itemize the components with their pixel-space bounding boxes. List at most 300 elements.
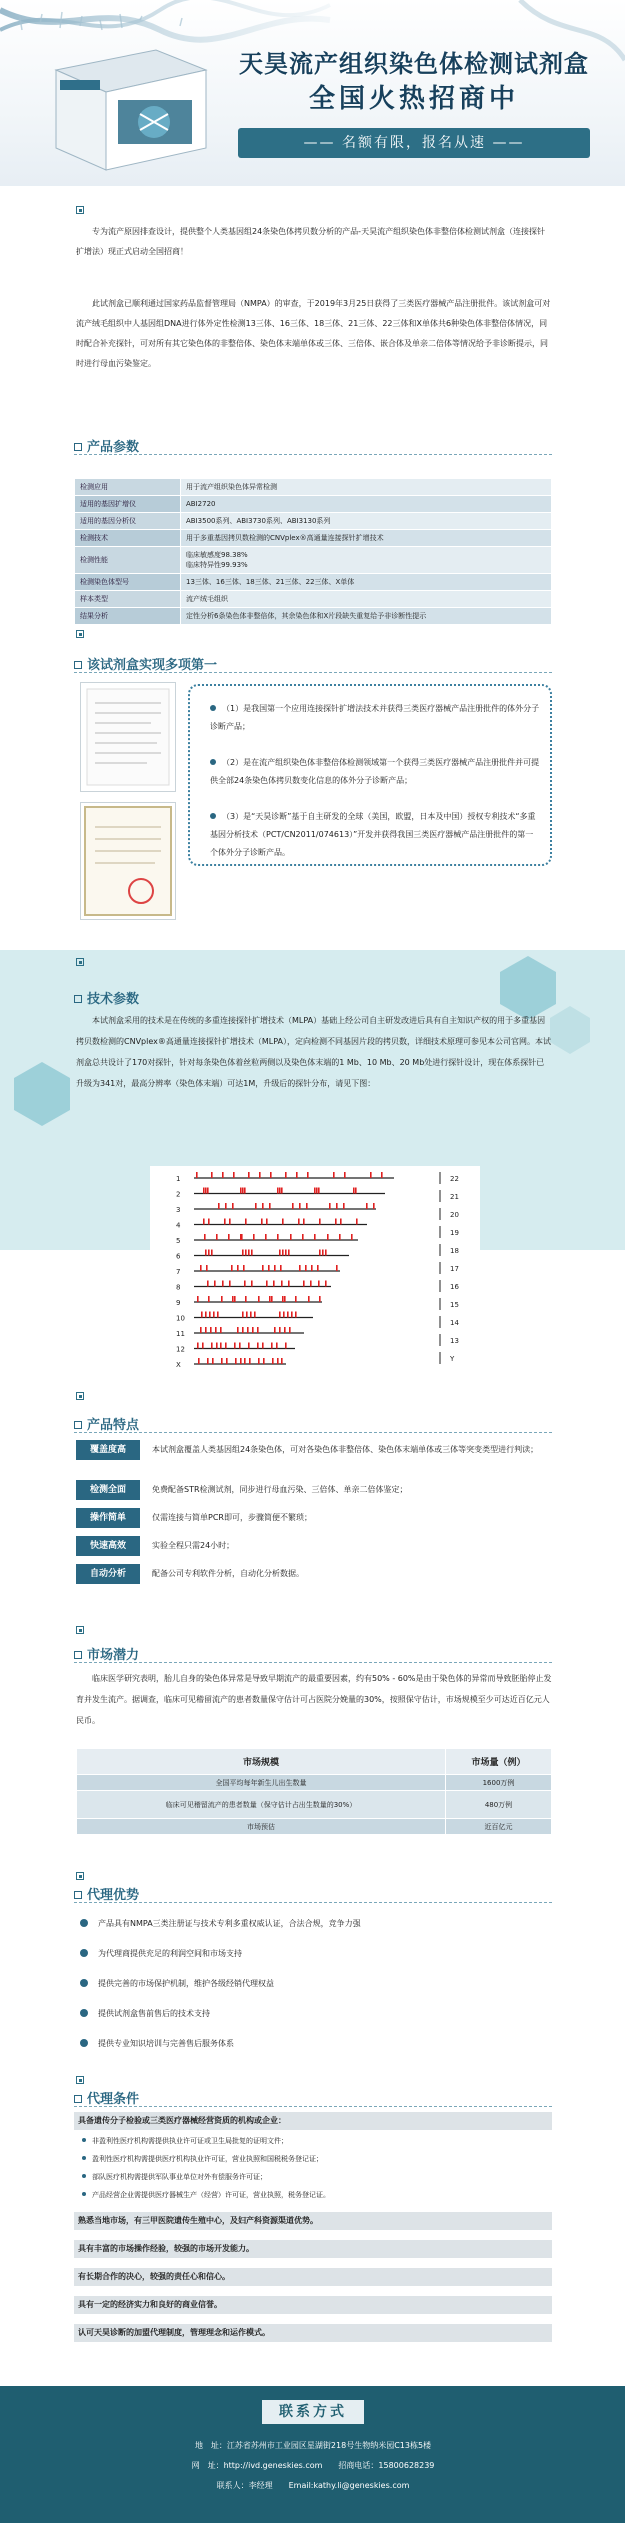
conditions-title-text: 代理条件 (87, 2092, 140, 2107)
advantage-text: 提供完善的市场保护机制，维护各级经销代理权益 (98, 1979, 274, 1988)
probe-mark (208, 1250, 210, 1256)
probe-mark (211, 1343, 213, 1349)
condition-subtext: 产品经营企业需提供医疗器械生产（经营）许可证，营业执照，税务登记证。 (92, 2191, 330, 2199)
params-row (75, 530, 552, 547)
chromosome-label-left: 2 (176, 1190, 181, 1199)
probe-mark (329, 1203, 331, 1209)
probe-mark (257, 1343, 259, 1349)
market-title (74, 1644, 139, 1663)
probe-mark (314, 1234, 316, 1240)
probe-mark (269, 1296, 271, 1302)
market-cell: 近百亿元 (446, 1819, 552, 1835)
bullet-icon (76, 1626, 84, 1634)
probe-mark (201, 1312, 203, 1318)
probe-mark (310, 1281, 312, 1287)
hero-banner (0, 0, 625, 186)
probe-mark (242, 1250, 244, 1256)
probe-mark (343, 1203, 345, 1209)
params-key: 适用的基因分析仪 (75, 513, 181, 530)
dot-icon (80, 1919, 88, 1927)
probe-mark (242, 1327, 244, 1333)
probe-mark (285, 1250, 287, 1256)
probe-mark (246, 1312, 248, 1318)
probe-mark (274, 1265, 276, 1271)
probe-mark (212, 1358, 214, 1364)
probe-mark (305, 1265, 307, 1271)
agent-title (74, 1884, 139, 1903)
probe-mark (259, 1172, 261, 1178)
feature-tag: 覆盖度高 (76, 1440, 140, 1460)
probe-mark (205, 1312, 207, 1318)
first-item-3: （3）是“天昊诊断”基于自主研发的全球（美国，欧盟，日本及中国）授权专利技术“多重基因分析技术（PCT/CN2011/074613）”开发并获得我国三类医疗器械产品注册批件的第一个体外分子诊断产品。 (210, 812, 536, 857)
feature-tag: 检测全面 (76, 1480, 140, 1500)
probe-mark (272, 1358, 274, 1364)
probe-mark (274, 1327, 276, 1333)
chromosome-label-right: 22 (450, 1175, 459, 1183)
params-value-text: 临床特异性99.93% (186, 561, 248, 569)
probe-mark (207, 1188, 209, 1194)
probe-mark (242, 1312, 244, 1318)
probe-mark (241, 1234, 243, 1240)
karyogram-icon (150, 1166, 480, 1376)
kit-box-icon (36, 30, 216, 180)
market-cell: 1600万例 (446, 1775, 552, 1791)
probe-mark (248, 1250, 250, 1256)
probe-mark (225, 1343, 227, 1349)
probe-mark (233, 1172, 235, 1178)
probe-mark (203, 1219, 205, 1225)
market-header-count: 市场量（例） (446, 1749, 552, 1775)
intro-paragraph-2: 此试剂盒已顺利通过国家药品监督管理局（NMPA）的审查，于2019年3月25日获得了三类医疗器械产品注册批件。该试剂盒可对流产绒毛组织中人基因组DNA进行体外定性检测13三体、16三体、18三体、21三体、22三体和X单体共6种染色体非整倍体情况，同时配合补充探针，可对所有其它染色体的非整倍体、染色体末端单体或三体、三倍体、嵌合体及单亲二倍体等情况给予非诊断提示，同时进行母血污染鉴定。 (76, 299, 551, 368)
certificate-icon (81, 803, 175, 919)
dot-icon (82, 2174, 86, 2178)
probe-mark (214, 1281, 216, 1287)
dot-icon (82, 2156, 86, 2160)
probe-mark (242, 1188, 244, 1194)
probe-mark (228, 1234, 230, 1240)
probe-mark (355, 1188, 357, 1194)
condition-subitem (82, 2150, 323, 2168)
params-value-text: 用于流产组织染色体异常检测 (186, 483, 277, 491)
params-value (181, 496, 552, 513)
probe-mark (262, 1343, 264, 1349)
chromosome-label-right: 17 (450, 1265, 459, 1273)
probe-mark (244, 1281, 246, 1287)
probe-mark (266, 1281, 268, 1287)
advantage-text: 产品具有NMPA三类注册证与技术专利多重权威认证，合法合规，竞争力强 (98, 1919, 361, 1928)
dot-icon (80, 2039, 88, 2047)
bullet-icon (76, 958, 84, 966)
chromosome-label-left: 9 (176, 1299, 181, 1307)
condition-strip: 熟悉当地市场，有三甲医院遗传生殖中心，及妇产科资源渠道优势。 (74, 2212, 552, 2230)
probe-mark (258, 1296, 260, 1302)
params-key: 结果分析 (75, 608, 181, 625)
probe-mark (196, 1172, 198, 1178)
params-value (181, 530, 552, 547)
condition-strip: 具有一定的经济实力和良好的商业信誉。 (74, 2296, 552, 2314)
probe-mark (239, 1343, 241, 1349)
probe-mark (198, 1358, 200, 1364)
condition-subitem (82, 2132, 288, 2150)
probe-mark (255, 1203, 257, 1209)
probe-mark (283, 1312, 285, 1318)
params-value-text: 13三体、16三体、18三体、21三体、22三体、X单体 (186, 578, 355, 586)
params-value (181, 513, 552, 530)
chromosome-label-left: 10 (176, 1314, 185, 1323)
divider (74, 454, 552, 455)
square-icon (74, 1891, 82, 1899)
advantage-item (80, 2008, 210, 2019)
params-value (181, 479, 552, 496)
bullet-icon (76, 1392, 84, 1400)
condition-strip: 具备遗传分子检验或三类医疗器械经营资质的机构或企业： (74, 2112, 552, 2130)
probe-mark (270, 1172, 272, 1178)
probe-mark (280, 1265, 282, 1271)
probe-mark (325, 1250, 327, 1256)
probe-mark (216, 1234, 218, 1240)
probe-mark (319, 1296, 321, 1302)
feature-text: 配备公司专利软件分析，自动化分析数据。 (152, 1569, 304, 1578)
probe-mark (307, 1172, 309, 1178)
condition-strip: 有长期合作的决心，较强的责任心和信心。 (74, 2268, 552, 2286)
probe-distribution-figure (150, 1166, 480, 1376)
agent-title-text: 代理优势 (87, 1888, 140, 1903)
probe-mark (225, 1203, 227, 1209)
params-value (181, 608, 552, 625)
params-value-text: ABI3500系列、ABI3730系列、ABI3130系列 (186, 517, 331, 525)
square-icon (74, 995, 82, 1003)
market-cell: 480万例 (446, 1791, 552, 1819)
probe-mark (202, 1343, 204, 1349)
probe-mark (290, 1234, 292, 1240)
params-row (75, 513, 552, 530)
probe-mark (245, 1250, 247, 1256)
params-table (74, 478, 552, 625)
tech-title-text: 技术参数 (87, 992, 140, 1007)
probe-mark (344, 1172, 346, 1178)
advantage-text: 为代理商提供充足的利润空间和市场支持 (98, 1949, 242, 1958)
hero-subtitle: 全国火热招商中 (308, 84, 519, 114)
probe-mark (284, 1296, 286, 1302)
condition-subitem (82, 2168, 267, 2186)
first-item-2: （2）是在流产组织染色体非整倍体检测领域第一个获得三类医疗器械产品注册批件并可提供全部24条染色体拷贝数变化信息的体外分子诊断产品； (210, 758, 540, 785)
probe-mark (299, 1203, 301, 1209)
bullet-icon (76, 630, 84, 638)
condition-subtext: 非盈利性医疗机构需提供执业许可证或卫生局批复的证明文件； (92, 2137, 288, 2145)
advantage-item (80, 1948, 242, 1959)
chromosome-label-left: 7 (176, 1268, 181, 1276)
dot-icon (210, 759, 216, 765)
probe-mark (221, 1296, 223, 1302)
probe-mark (318, 1281, 320, 1287)
advantage-item (80, 1918, 361, 1929)
probe-mark (269, 1203, 271, 1209)
chromosome-label-right: Y (450, 1355, 455, 1363)
probe-mark (222, 1172, 224, 1178)
features-title (74, 1414, 139, 1433)
probe-mark (222, 1281, 224, 1287)
conditions-title (74, 2088, 139, 2107)
market-paragraph: 临床医学研究表明，胎儿自身的染色体异常是导致早期流产的最重要因素，约有50% - 60%是由于染色体的异常而导致胚胎停止发育并发生流产。据调查，临床可见稽留流产的患者数量保守估计可占医院分娩量的30%，按照保守估计，市场规模至少可达近百亿元人民币。 (76, 1674, 552, 1725)
probe-mark (197, 1296, 199, 1302)
probe-mark (281, 1281, 283, 1287)
probe-mark (237, 1327, 239, 1333)
chromosome-label-left: 4 (176, 1221, 181, 1230)
probe-mark (291, 1312, 293, 1318)
probe-mark (265, 1234, 267, 1240)
footer-title: 联系方式 (262, 2400, 364, 2424)
probe-mark (235, 1358, 237, 1364)
chromosome-label-left: 8 (176, 1283, 181, 1292)
first-item-1: （1）是我国第一个应用连接探针扩增法技术并获得三类医疗器械产品注册批件的体外分子诊断产品； (210, 704, 540, 731)
params-row (75, 479, 552, 496)
probe-mark (248, 1172, 250, 1178)
params-value (181, 591, 552, 608)
probe-mark (215, 1327, 217, 1333)
dot-icon (82, 2138, 86, 2142)
probe-mark (370, 1172, 372, 1178)
bullet-icon (76, 2076, 84, 2084)
probe-mark (288, 1250, 290, 1256)
tech-paragraph: 本试剂盒采用的技术是在传统的多重连接探针扩增技术（MLPA）基础上经公司自主研发改进后具有自主知识产权的用于多重基因拷贝数检测的CNVplex®高通量连接探针扩增技术（MLPA），定向检测不同基因片段的拷贝数，详细技术原理可参见本公司官网。本试剂盒总共设计了170对探针，针对每条染色体着丝粒两侧以及染色体末端的1 Mb、10 Mb、20 Mb处进行探针设计，现在体系探针已升级为341对，最高分辨率（染色体末端）可达1M，升级后的探针分布，请见下图： (76, 1016, 551, 1088)
probe-mark (224, 1219, 226, 1225)
market-cell: 临床可见稽留流产的患者数量（保守估计占出生数量的30%） (77, 1791, 446, 1819)
probe-mark (277, 1188, 279, 1194)
probe-mark (207, 1358, 209, 1364)
params-key: 检测性能 (75, 547, 181, 574)
first-title (74, 654, 217, 673)
params-row (75, 591, 552, 608)
probe-mark (325, 1281, 327, 1287)
probe-mark (316, 1188, 318, 1194)
probe-mark (277, 1358, 279, 1364)
feature-text: 实验全程只需24小时； (152, 1541, 235, 1550)
probe-mark (319, 1250, 321, 1256)
probe-mark (249, 1358, 251, 1364)
probe-mark (340, 1219, 342, 1225)
params-key: 检测应用 (75, 479, 181, 496)
market-title-text: 市场潜力 (87, 1648, 140, 1663)
feature-text: 仅需连接与简单PCR即可，步骤简便不繁琐； (152, 1513, 312, 1522)
probe-mark (336, 1203, 338, 1209)
document-icon (81, 683, 175, 791)
probe-mark (226, 1358, 228, 1364)
probe-mark (205, 1188, 207, 1194)
probe-mark (351, 1234, 353, 1240)
probe-mark (250, 1312, 252, 1318)
probe-mark (208, 1219, 210, 1225)
square-icon (74, 1651, 82, 1659)
params-key: 样本类型 (75, 591, 181, 608)
probe-mark (282, 1219, 284, 1225)
probe-mark (285, 1343, 287, 1349)
params-value-text: 用于多重基因拷贝数检测的CNVplex®高通量连接探针扩增技术 (186, 534, 384, 542)
features-title-text: 产品特点 (87, 1418, 140, 1433)
market-cell: 市场预估 (77, 1819, 446, 1835)
square-icon (74, 2095, 82, 2103)
chromosome-label-left: X (176, 1361, 181, 1369)
probe-mark (303, 1219, 305, 1225)
probe-mark (245, 1296, 247, 1302)
dot-icon (210, 705, 216, 711)
patent-certificate-image (80, 802, 176, 920)
probe-mark (279, 1188, 281, 1194)
advantage-item (80, 1978, 274, 1989)
chromosome-label-right: 16 (450, 1283, 459, 1291)
probe-mark (356, 1219, 358, 1225)
chromosome-label-right: 20 (450, 1211, 459, 1219)
probe-mark (218, 1203, 220, 1209)
params-title-text: 产品参数 (87, 440, 140, 455)
probe-mark (205, 1327, 207, 1333)
bullet-icon (76, 206, 84, 214)
hero-cta-bar: —— 名额有限，报名从速 —— (238, 128, 590, 158)
probe-mark (318, 1188, 320, 1194)
probe-mark (295, 1296, 297, 1302)
probe-mark (221, 1358, 223, 1364)
probe-mark (296, 1172, 298, 1178)
chromosome-label-right: 14 (450, 1319, 459, 1327)
probe-mark (200, 1265, 202, 1271)
probe-mark (327, 1234, 329, 1240)
probe-mark (210, 1327, 212, 1333)
market-cell: 全国平均每年新生儿出生数量 (77, 1775, 446, 1791)
dot-icon (82, 2192, 86, 2196)
params-value (181, 547, 552, 574)
feature-tag: 快速高效 (76, 1536, 140, 1556)
bullet-icon (76, 1872, 84, 1880)
probe-mark (287, 1312, 289, 1318)
probe-mark (302, 1234, 304, 1240)
probe-mark (317, 1265, 319, 1271)
probe-mark (353, 1188, 355, 1194)
probe-mark (336, 1265, 338, 1271)
divider (74, 2106, 552, 2107)
probe-mark (205, 1250, 207, 1256)
probe-mark (289, 1327, 291, 1333)
chromosome-label-left: 6 (176, 1252, 181, 1261)
divider (74, 672, 552, 673)
advantage-item (80, 2038, 234, 2049)
certificate-image (80, 682, 176, 792)
market-table (76, 1748, 552, 1835)
chromosome-label-right: 15 (450, 1301, 459, 1309)
advantage-text: 提供专业知识培训与完善售后服务体系 (98, 2039, 234, 2048)
divider (74, 1902, 552, 1903)
probe-mark (373, 1203, 375, 1209)
probe-mark (282, 1296, 284, 1302)
probe-mark (211, 1172, 213, 1178)
probe-mark (381, 1172, 383, 1178)
condition-subtext: 部队医疗机构需提供军队事业单位对外有偿服务许可证； (92, 2173, 267, 2181)
params-key: 检测技术 (75, 530, 181, 547)
probe-mark (271, 1343, 273, 1349)
probe-mark (213, 1312, 215, 1318)
probe-mark (247, 1327, 249, 1333)
feature-tag: 操作简单 (76, 1508, 140, 1528)
chromosome-label-left: 1 (176, 1175, 181, 1183)
probe-mark (232, 1203, 234, 1209)
probe-mark (303, 1281, 305, 1287)
params-row (75, 574, 552, 591)
probe-mark (240, 1358, 242, 1364)
feature-text: 本试剂盒覆盖人类基因组24条染色体，可对各染色体非整倍体、染色体末端单体或三体等突变类型进行判读； (152, 1445, 539, 1454)
intro-paragraph-1: 专为流产原因排查设计，提供整个人类基因组24条染色体拷贝数分析的产品-天昊流产组织染色体非整倍体检测试剂盒（连接探针扩增法）现正式启动全国招商！ (76, 227, 546, 256)
probe-mark (281, 1358, 283, 1364)
probe-mark (279, 1327, 281, 1333)
footer-contact: 联系人：李经理 Email:kathy.li@geneskies.com (216, 2481, 410, 2490)
probe-mark (240, 1188, 242, 1194)
probe-mark (292, 1203, 294, 1209)
probe-mark (251, 1250, 253, 1256)
advantage-text: 提供试剂盒售前售后的技术支持 (98, 2009, 210, 2018)
condition-strip: 认可天昊诊断的加盟代理制度，管理理念和运作模式。 (74, 2324, 552, 2342)
probe-mark (308, 1296, 310, 1302)
probe-mark (279, 1250, 281, 1256)
probe-mark (262, 1265, 264, 1271)
params-key: 适用的基因扩增仪 (75, 496, 181, 513)
probe-mark (285, 1172, 287, 1178)
params-value-text: ABI2720 (186, 500, 216, 508)
probe-mark (339, 1234, 341, 1240)
condition-subtext: 盈利性医疗机构需提供医疗机构执业许可证，营业执照和国税税务登记证； (92, 2155, 323, 2163)
probe-mark (217, 1312, 219, 1318)
probe-mark (253, 1234, 255, 1240)
probe-mark (366, 1203, 368, 1209)
dot-icon (80, 1979, 88, 1987)
probe-mark (314, 1188, 316, 1194)
probe-mark (319, 1219, 321, 1225)
probe-mark (261, 1219, 263, 1225)
dot-icon (210, 813, 216, 819)
probe-mark (200, 1327, 202, 1333)
probe-mark (335, 1219, 337, 1225)
probe-mark (271, 1296, 273, 1302)
condition-subitem (82, 2186, 330, 2204)
probe-mark (281, 1188, 283, 1194)
probe-mark (282, 1250, 284, 1256)
chromosome-label-left: 11 (176, 1330, 185, 1338)
probe-mark (245, 1219, 247, 1225)
chromosome-label-right: 18 (450, 1247, 459, 1255)
square-icon (74, 661, 82, 669)
probe-mark (229, 1281, 231, 1287)
probe-mark (203, 1188, 205, 1194)
probe-mark (229, 1219, 231, 1225)
params-key: 检测染色体型号 (75, 574, 181, 591)
dot-icon (80, 2009, 88, 2017)
probe-mark (204, 1234, 206, 1240)
probe-mark (258, 1358, 260, 1364)
probe-mark (266, 1219, 268, 1225)
probe-mark (232, 1296, 234, 1302)
probe-mark (244, 1188, 246, 1194)
probe-mark (263, 1358, 265, 1364)
footer-address: 地 址：江苏省苏州市工业园区星湖街218号生物纳米园C13栋5楼 (194, 2441, 432, 2450)
probe-mark (322, 1250, 324, 1256)
footer-web-phone: 网 址：http://ivd.geneskies.com 招商电话：15800628239 (191, 2461, 435, 2470)
params-title (74, 436, 139, 455)
params-row (75, 496, 552, 513)
probe-mark (306, 1203, 308, 1209)
probe-mark (268, 1265, 270, 1271)
params-value (181, 574, 552, 591)
params-row (75, 608, 552, 625)
params-value-text: 流产绒毛组织 (186, 595, 228, 603)
tech-title (74, 988, 139, 1007)
probe-mark (254, 1312, 256, 1318)
params-row (75, 547, 552, 574)
